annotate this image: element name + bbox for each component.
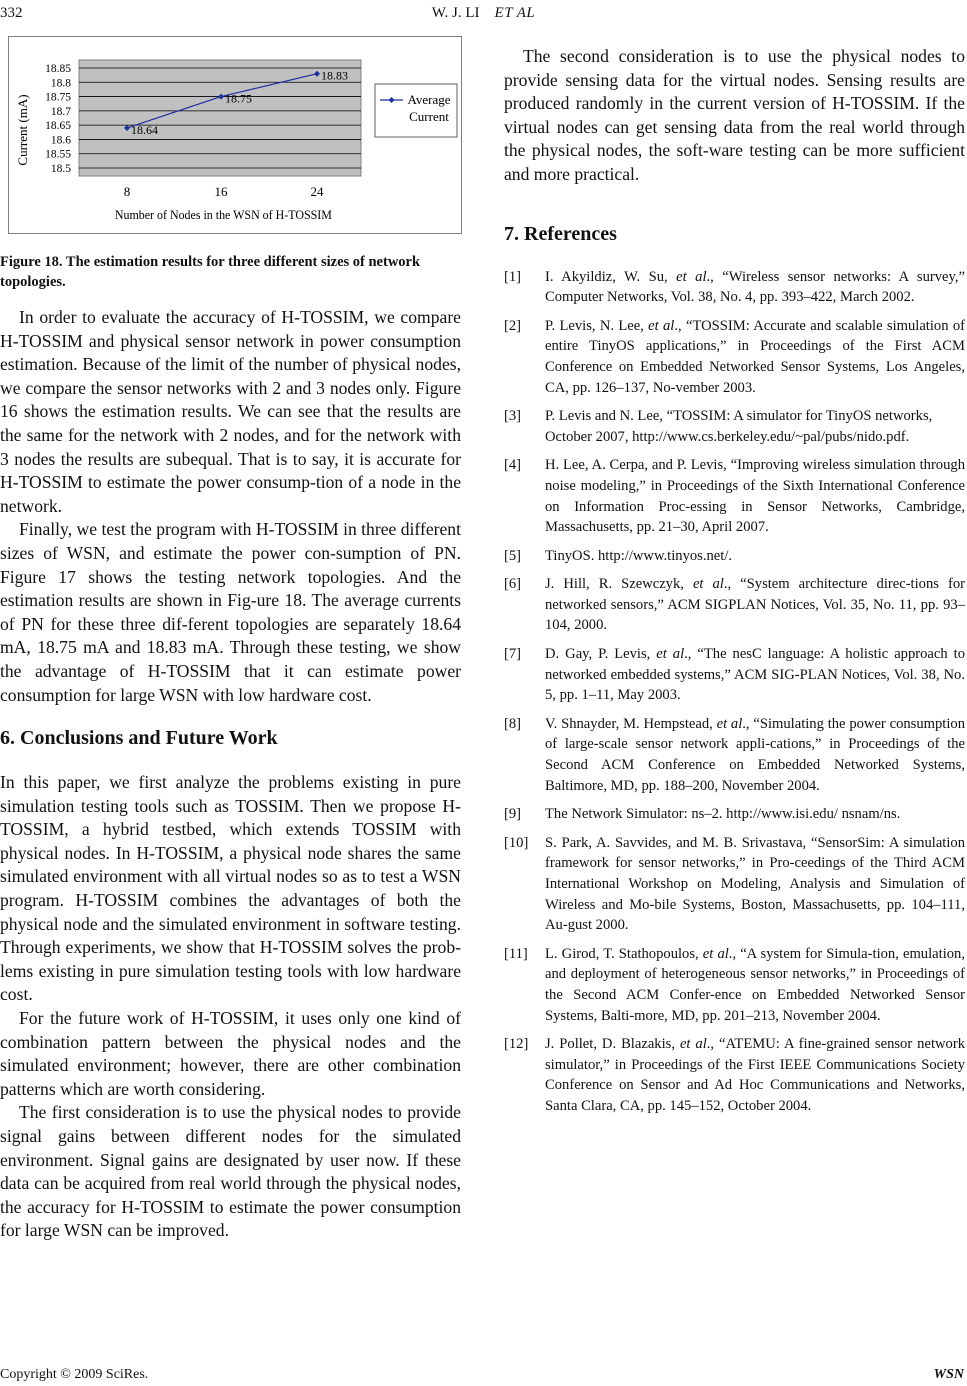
reference-etal: et al: [679, 1036, 707, 1053]
reference-text: V. Shnayder, M. Hempstead,: [545, 715, 717, 732]
reference-text: S. Park, A. Savvides, and M. B. Srivastava, “SensorSim: A simulation framework for sensor networks,” in Pro-ceedings of the Third ACM International Workshop on Modeling, Analysis and Simulation of Wireless and Mo-bile Systems, Boston, Massachusetts, pp. 104–111, Au-gust 2000.: [545, 834, 965, 934]
y-tick-label: 18.7: [50, 105, 71, 118]
x-tick-label: 16: [214, 184, 228, 199]
journal-name: WSN: [933, 1367, 964, 1382]
reference-text: P. Levis, N. Lee,: [545, 317, 649, 334]
reference-etal: et al: [648, 317, 675, 334]
y-tick-label: 18.6: [50, 134, 71, 147]
reference-text: I. Akyildiz, W. Su,: [545, 268, 677, 285]
reference-item: [504, 574, 965, 636]
reference-text: D. Gay, P. Levis,: [545, 646, 657, 663]
page-footer: [0, 1364, 967, 1386]
data-label: 18.64: [131, 123, 158, 137]
reference-text-tail: ., “TOSSIM: Accurate and scalable simulation of entire TinyOS applications,” in Proceedings of the First ACM Conference on Embedded Networked Sensor Systems, Los Angeles, CA, pp. 126–137, No-vember 2003.: [545, 317, 965, 396]
reference-item: [504, 406, 965, 447]
copyright-notice: Copyright © 2009 SciRes.: [0, 1367, 149, 1382]
reference-item: [504, 316, 965, 398]
y-tick-label: 18.85: [45, 63, 71, 75]
reference-text: The Network Simulator: ns–2. http://www.isi.edu/ nsnam/ns.: [545, 806, 901, 823]
reference-text: P. Levis and N. Lee, “TOSSIM: A simulator for TinyOS networks, October 2007, http://www.cs.berkeley.edu/~pal/pubs/nido.pdf.: [545, 408, 933, 445]
paragraph: Finally, we test the program with H-TOSSIM in three different sizes of WSN, and estimate the power con-sumption of PN. Figure 17 shows the testing network topologies. And the estimation results are shown in Fig-ure 18. The average currents of PN for these three dif-ferent topologies are separately 18.64 mA, 18.75 mA and 18.83 mA. Through these testing, we show the advantage of H-TOSSIM that it can estimate power consumption for large WSN with low hardware cost.: [0, 519, 461, 705]
reference-item: [504, 1034, 965, 1116]
paragraph: The first consideration is to use the physical nodes to provide signal gains between different nodes for the simulated environment. Signal gains are designated by user now. If these data can be acquired from real world through the physical nodes, the accuracy for H-TOSSIM to estimate the power consumption for large WSN can be improved.: [0, 1102, 461, 1241]
legend: [375, 84, 457, 137]
reference-text: TinyOS. http://www.tinyos.net/.: [545, 547, 733, 564]
paragraph: In order to evaluate the accuracy of H-TOSSIM, we compare H-TOSSIM and physical sensor network in power consumption estimation. Because of the limit of the number of physical nodes, we compare the sensor networks with 2 and 3 nodes only. Figure 16 shows the estimation results. We can see that the results are the same for the network with 2 nodes, and for the network with 3 nodes the results are subequal. That is to say, it is accurate for H-TOSSIM to estimate the power consump-tion of a node in the network.: [0, 307, 461, 516]
reference-number: [8]: [504, 715, 522, 732]
figure-18: [8, 36, 462, 234]
reference-number: [9]: [504, 806, 522, 823]
reference-item: [504, 714, 965, 796]
reference-text-tail: ., “System architecture direc-tions for networked sensors,” ACM SIGPLAN Notices, Vol. 35, No. 11, pp. 93–104, 2000.: [545, 576, 965, 634]
y-tick-label: 18.8: [50, 77, 71, 90]
y-tick-labels: [45, 63, 71, 175]
reference-number: [10]: [504, 834, 529, 851]
reference-text: L. Girod, T. Stathopoulos,: [545, 945, 703, 962]
reference-item: [504, 804, 965, 825]
reference-number: [12]: [504, 1036, 529, 1053]
reference-text-tail: ., “The nesC language: A holistic approach to networked embedded systems,” ACM SIG-PLAN Notices, Vol. 38, No. 5, pp. 1–11, May 2003.: [545, 646, 965, 704]
x-tick-label: 24: [310, 184, 324, 199]
left-column: [0, 36, 461, 1243]
reference-text-tail: ., “Simulating the power consumption of large-scale sensor network appli-cations,” in Proceedings of the Second ACM Conference on Embedded Networked Systems, Baltimore, MD, pp. 188–200, November 2004.: [545, 715, 965, 794]
reference-number: [11]: [504, 945, 528, 962]
y-tick-label: 18.55: [45, 148, 71, 161]
y-axis-label: Current (mA): [15, 94, 30, 166]
reference-number: [2]: [504, 317, 522, 334]
reference-number: [5]: [504, 547, 522, 564]
reference-item: [504, 455, 965, 537]
reference-item: [504, 644, 965, 706]
section-heading-conclusions: 6. Conclusions and Future Work: [0, 727, 278, 750]
plot-area: [79, 60, 361, 176]
y-tick-label: 18.65: [45, 120, 71, 133]
legend-label-line-1: Average: [407, 92, 451, 107]
reference-number: [3]: [504, 408, 522, 425]
reference-text: J. Hill, R. Szewczyk,: [545, 576, 693, 593]
page-number: 332: [0, 5, 23, 21]
paragraph: The second consideration is to use the physical nodes to provide sensing data for the virtual nodes. Sensing results are produced randomly in the current version of H-TOSSIM. If the virtual nodes can get sensing data from the real world through the physical nodes, the soft-ware testing can be more sufficient and more practical.: [504, 46, 965, 184]
reference-etal: et al: [702, 945, 729, 962]
data-label: 18.75: [225, 91, 252, 106]
paragraph: In this paper, we first analyze the problems existing in pure simulation testing tools such as TOSSIM. Then we propose H-TOSSIM, a hybrid testbed, which extends TOSSIM with physical nodes. In H-TOSSIM, a physical node shares the same simulated environment with all virtual nodes so as to test a WSN program. H-TOSSIM combines the advantages of both the physical node and the simulated environment in software testing. Through experiments, we show that H-TOSSIM solves the prob-lems existing in pure simulation testing tools with low hardware cost.: [0, 772, 461, 1005]
x-tick-labels: [124, 184, 324, 199]
reference-text-tail: ., “ATEMU: A fine-grained sensor network simulator,” in Proceedings of the First IEEE Communications Society Conference on Sensor and Ad Hoc Communications and Networks, Santa Clara, CA, pp. 145–152, October 2004.: [545, 1036, 965, 1114]
reference-text-tail: ., “Wireless sensor networks: A survey,” Computer Networks, Vol. 38, No. 4, pp. 393–422, March 2002.: [545, 268, 965, 306]
reference-etal: et al: [692, 576, 724, 593]
reference-etal: et al: [716, 715, 743, 732]
figure-caption: Figure 18. The estimation results for three different sizes of network topologies.: [0, 254, 421, 290]
reference-item: [504, 267, 965, 308]
data-label: 18.83: [321, 68, 348, 83]
reference-number: [4]: [504, 457, 522, 474]
running-head: [0, 0, 967, 26]
reference-number: [6]: [504, 576, 522, 593]
reference-text: J. Pollet, D. Blazakis,: [545, 1036, 680, 1053]
authors-suffix: ET AL: [494, 5, 536, 21]
x-axis-label: Number of Nodes in the WSN of H-TOSSIM: [114, 207, 332, 223]
y-tick-label: 18.75: [45, 91, 71, 104]
reference-number: [1]: [504, 268, 522, 285]
reference-etal: et al: [676, 268, 707, 285]
paragraph: For the future work of H-TOSSIM, it uses only one kind of combination pattern between the physical nodes and the simulated environment; however, there are other combination patterns which are worth considering.: [0, 1008, 461, 1099]
reference-item: [504, 546, 965, 567]
section-heading-references: 7. References: [504, 222, 617, 245]
legend-label-line-2: Current: [409, 109, 449, 124]
reference-number: [7]: [504, 646, 522, 663]
y-tick-label: 18.5: [50, 163, 71, 175]
right-column: [504, 36, 965, 1125]
reference-item: [504, 833, 965, 936]
authors-prefix: W. J. LI: [431, 5, 480, 21]
chart-svg: [9, 37, 461, 233]
reference-list: [504, 267, 965, 1117]
running-head-authors: [0, 0, 967, 26]
x-tick-label: 8: [123, 184, 131, 199]
reference-item: [504, 944, 965, 1026]
reference-text: H. Lee, A. Cerpa, and P. Levis, “Improving wireless simulation through noise modeling,” in Proceedings of the Sixth International Conference on Information Proc-essing in Sensor Networks, Cambridge, Massachusetts, pp. 21–30, April 2007.: [545, 457, 965, 536]
reference-etal: et al: [656, 646, 685, 663]
reference-text-tail: ., “A system for Simula-tion, emulation, and deployment of heterogeneous sensor networks,” in Proceedings of the Second ACM Confer-ence on Embedded Networked Sensor Systems, Balti-more, MD, pp. 201–213, November 2004.: [545, 945, 965, 1024]
